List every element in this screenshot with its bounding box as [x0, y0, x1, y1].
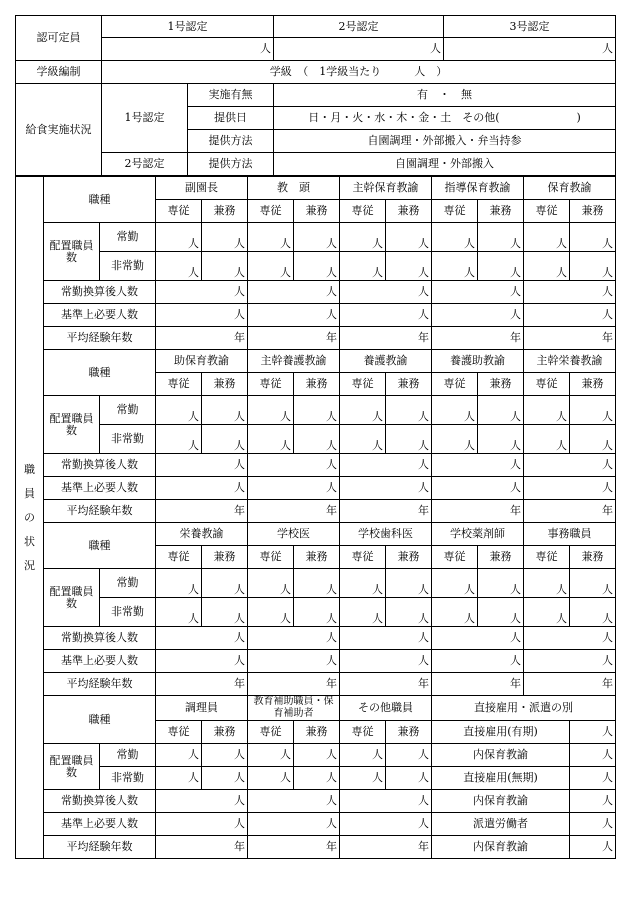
- fulltime-count[interactable]: 人: [202, 223, 248, 252]
- dedicated-header: 専従: [524, 546, 570, 569]
- parttime-count[interactable]: 人: [570, 425, 616, 454]
- parttime-count[interactable]: 人: [294, 425, 340, 454]
- section-label-char: 員: [24, 486, 35, 500]
- section-label-char: 職: [24, 462, 35, 476]
- experience-label: 平均経験年数: [44, 500, 156, 523]
- required-value[interactable]: 人: [156, 477, 248, 500]
- fte-value[interactable]: 人: [248, 627, 340, 650]
- employment-header: 直接雇用・派遣の別: [432, 696, 616, 721]
- experience-label: 平均経験年数: [44, 673, 156, 696]
- parttime-count[interactable]: 人: [202, 425, 248, 454]
- experience-label: 平均経験年数: [44, 836, 156, 859]
- dedicated-header: 専従: [432, 373, 478, 396]
- parttime-count[interactable]: 人: [340, 425, 386, 454]
- parttime-count[interactable]: 人: [386, 252, 432, 281]
- fte-value[interactable]: 人: [524, 454, 616, 477]
- fulltime-count[interactable]: 人: [478, 223, 524, 252]
- section-label-char: の: [24, 510, 35, 524]
- parttime-count[interactable]: 人: [202, 598, 248, 627]
- capacity-label: 認可定員: [16, 16, 102, 61]
- experience-value[interactable]: 年: [340, 500, 432, 523]
- fte-value[interactable]: 人: [156, 627, 248, 650]
- staff-table: [15, 176, 616, 859]
- fulltime-count[interactable]: 人: [340, 223, 386, 252]
- required-label: 基準上必要人数: [44, 477, 156, 500]
- fulltime-count[interactable]: 人: [248, 569, 294, 598]
- fte-value[interactable]: 人: [432, 281, 524, 304]
- role-header-row: [16, 523, 616, 546]
- class-row: [16, 61, 616, 84]
- fulltime-count[interactable]: 人: [156, 569, 202, 598]
- fte-row: [16, 281, 616, 304]
- fte-value[interactable]: 人: [340, 454, 432, 477]
- role-name: 教 頭: [248, 177, 340, 200]
- meal-held-value[interactable]: 有 ・ 無: [274, 84, 616, 107]
- parttime-count[interactable]: 人: [432, 425, 478, 454]
- parttime-label: 非常勤: [100, 598, 156, 627]
- role-name: 調理員: [156, 696, 248, 721]
- fulltime-count[interactable]: 人: [248, 744, 294, 767]
- capacity-col-1: 1号認定: [102, 16, 274, 38]
- capacity-value-2[interactable]: 人: [274, 38, 444, 61]
- fulltime-count[interactable]: 人: [202, 744, 248, 767]
- required-value[interactable]: 人: [248, 813, 340, 836]
- fulltime-label: 常勤: [100, 396, 156, 425]
- parttime-row: [16, 598, 616, 627]
- employment-type: 内保育教諭: [432, 744, 570, 767]
- required-value[interactable]: 人: [524, 650, 616, 673]
- parttime-count[interactable]: 人: [202, 252, 248, 281]
- required-value[interactable]: 人: [432, 477, 524, 500]
- fte-label: 常勤換算後人数: [44, 281, 156, 304]
- meal-row-4: [16, 153, 616, 176]
- employment-type: 派遣労働者: [432, 813, 570, 836]
- required-label: 基準上必要人数: [44, 650, 156, 673]
- required-value[interactable]: 人: [340, 650, 432, 673]
- fulltime-label: 常勤: [100, 569, 156, 598]
- required-value[interactable]: 人: [524, 477, 616, 500]
- required-value[interactable]: 人: [156, 813, 248, 836]
- capacity-col-3: 3号認定: [444, 16, 616, 38]
- experience-row: [16, 836, 616, 859]
- dedicated-header: 専従: [248, 721, 294, 744]
- fulltime-label: 常勤: [100, 223, 156, 252]
- parttime-label: 非常勤: [100, 425, 156, 454]
- meal-method-value-2[interactable]: 自園調理・外部搬入: [274, 153, 616, 176]
- dedicated-header: 専従: [340, 373, 386, 396]
- parttime-count[interactable]: 人: [248, 598, 294, 627]
- fulltime-count[interactable]: 人: [202, 396, 248, 425]
- role-name: 学校薬剤師: [432, 523, 524, 546]
- required-value[interactable]: 人: [156, 304, 248, 327]
- parttime-count[interactable]: 人: [386, 767, 432, 790]
- fulltime-count[interactable]: 人: [432, 396, 478, 425]
- meal-group-1: 1号認定: [102, 84, 188, 153]
- meal-days-value[interactable]: 日・月・火・水・木・金・土 その他( ): [274, 107, 616, 130]
- class-value[interactable]: 学級 （ 1学級当たり 人 ）: [102, 61, 616, 84]
- experience-value[interactable]: 年: [340, 836, 432, 859]
- fte-value[interactable]: 人: [248, 454, 340, 477]
- role-name: 主幹養護教諭: [248, 350, 340, 373]
- concurrent-header: 兼務: [202, 373, 248, 396]
- meal-held-label: 実施有無: [188, 84, 274, 107]
- parttime-count[interactable]: 人: [156, 252, 202, 281]
- required-value[interactable]: 人: [432, 650, 524, 673]
- parttime-count[interactable]: 人: [524, 598, 570, 627]
- parttime-count[interactable]: 人: [478, 598, 524, 627]
- dedicated-header: 専従: [156, 200, 202, 223]
- experience-value[interactable]: 年: [432, 673, 524, 696]
- experience-row: [16, 673, 616, 696]
- dedicated-header: 専従: [156, 721, 202, 744]
- concurrent-header: 兼務: [386, 546, 432, 569]
- class-label: 学級編制: [16, 61, 102, 84]
- experience-value[interactable]: 年: [524, 500, 616, 523]
- fte-label: 常勤換算後人数: [44, 790, 156, 813]
- dedicated-header: 専従: [524, 200, 570, 223]
- fulltime-count[interactable]: 人: [202, 569, 248, 598]
- experience-value[interactable]: 年: [524, 327, 616, 350]
- fulltime-count[interactable]: 人: [524, 223, 570, 252]
- concurrent-header: 兼務: [386, 721, 432, 744]
- experience-value[interactable]: 年: [248, 327, 340, 350]
- fulltime-count[interactable]: 人: [294, 569, 340, 598]
- employment-count[interactable]: 人: [570, 790, 616, 813]
- fulltime-count[interactable]: 人: [340, 744, 386, 767]
- fulltime-row: [16, 223, 616, 252]
- required-value[interactable]: 人: [432, 304, 524, 327]
- role-name: 教育補助職員・保育補助者: [248, 696, 340, 721]
- required-row: [16, 477, 616, 500]
- concurrent-header: 兼務: [202, 721, 248, 744]
- fte-label: 常勤換算後人数: [44, 454, 156, 477]
- parttime-count[interactable]: 人: [294, 252, 340, 281]
- dedicated-header: 専従: [248, 373, 294, 396]
- fulltime-count[interactable]: 人: [294, 396, 340, 425]
- experience-value[interactable]: 年: [340, 673, 432, 696]
- required-row: [16, 813, 616, 836]
- fte-value[interactable]: 人: [156, 454, 248, 477]
- fte-value[interactable]: 人: [432, 454, 524, 477]
- fte-value[interactable]: 人: [340, 281, 432, 304]
- fte-value[interactable]: 人: [248, 281, 340, 304]
- assigned-label: 配置職員数: [44, 223, 100, 281]
- role-label: 職種: [44, 696, 156, 744]
- role-name: 主幹栄養教諭: [524, 350, 616, 373]
- concurrent-header: 兼務: [294, 546, 340, 569]
- employment-type: 内保育教諭: [432, 790, 570, 813]
- parttime-count[interactable]: 人: [524, 425, 570, 454]
- concurrent-header: 兼務: [294, 200, 340, 223]
- concurrent-header: 兼務: [478, 200, 524, 223]
- fulltime-count[interactable]: 人: [478, 396, 524, 425]
- concurrent-header: 兼務: [202, 546, 248, 569]
- fulltime-row: [16, 569, 616, 598]
- experience-value[interactable]: 年: [524, 673, 616, 696]
- fulltime-count[interactable]: 人: [570, 569, 616, 598]
- experience-label: 平均経験年数: [44, 327, 156, 350]
- fulltime-count[interactable]: 人: [248, 223, 294, 252]
- meal-group-2: 2号認定: [102, 153, 188, 176]
- parttime-row: [16, 767, 616, 790]
- dedicated-header: 専従: [340, 721, 386, 744]
- meal-method-label-1: 提供方法: [188, 130, 274, 153]
- parttime-count[interactable]: 人: [386, 425, 432, 454]
- capacity-value-3[interactable]: 人: [444, 38, 616, 61]
- experience-value[interactable]: 年: [432, 500, 524, 523]
- fte-label: 常勤換算後人数: [44, 627, 156, 650]
- experience-value[interactable]: 年: [248, 500, 340, 523]
- role-name: 主幹保育教諭: [340, 177, 432, 200]
- concurrent-header: 兼務: [570, 200, 616, 223]
- fte-value[interactable]: 人: [248, 790, 340, 813]
- concurrent-header: 兼務: [294, 373, 340, 396]
- experience-value[interactable]: 年: [156, 836, 248, 859]
- dedicated-header: 専従: [524, 373, 570, 396]
- parttime-count[interactable]: 人: [340, 598, 386, 627]
- meal-row-1: [16, 84, 616, 107]
- fte-value[interactable]: 人: [156, 281, 248, 304]
- fulltime-count[interactable]: 人: [386, 396, 432, 425]
- meal-method-value-1[interactable]: 自園調理・外部搬入・弁当持参: [274, 130, 616, 153]
- concurrent-header: 兼務: [570, 546, 616, 569]
- experience-value[interactable]: 年: [248, 836, 340, 859]
- required-value[interactable]: 人: [248, 477, 340, 500]
- fulltime-count[interactable]: 人: [570, 396, 616, 425]
- section-label-char: 状: [24, 534, 35, 548]
- experience-value[interactable]: 年: [156, 500, 248, 523]
- role-name: 学校医: [248, 523, 340, 546]
- concurrent-header: 兼務: [570, 373, 616, 396]
- required-row: [16, 304, 616, 327]
- experience-value[interactable]: 年: [156, 327, 248, 350]
- role-name: 保育教諭: [524, 177, 616, 200]
- dedicated-header: 専従: [432, 200, 478, 223]
- required-value[interactable]: 人: [248, 650, 340, 673]
- role-name: 養護助教諭: [432, 350, 524, 373]
- fte-value[interactable]: 人: [524, 281, 616, 304]
- parttime-count[interactable]: 人: [386, 598, 432, 627]
- parttime-count[interactable]: 人: [570, 252, 616, 281]
- role-name: 助保育教諭: [156, 350, 248, 373]
- fulltime-count[interactable]: 人: [156, 396, 202, 425]
- fte-value[interactable]: 人: [524, 627, 616, 650]
- parttime-count[interactable]: 人: [294, 598, 340, 627]
- role-header-row: [16, 696, 616, 721]
- fte-value[interactable]: 人: [432, 627, 524, 650]
- fte-value[interactable]: 人: [340, 627, 432, 650]
- parttime-count[interactable]: 人: [432, 598, 478, 627]
- capacity-row: [16, 16, 616, 38]
- fulltime-count[interactable]: 人: [432, 569, 478, 598]
- concurrent-header: 兼務: [386, 200, 432, 223]
- fulltime-row: [16, 396, 616, 425]
- capacity-value-row: [16, 38, 616, 61]
- role-header-row: [16, 177, 616, 200]
- fte-value[interactable]: 人: [340, 790, 432, 813]
- fulltime-count[interactable]: 人: [478, 569, 524, 598]
- assigned-label: 配置職員数: [44, 569, 100, 627]
- dedicated-header: 専従: [340, 546, 386, 569]
- employment-count[interactable]: 人: [570, 767, 616, 790]
- parttime-count[interactable]: 人: [478, 425, 524, 454]
- assigned-label: 配置職員数: [44, 396, 100, 454]
- section-label-char: 況: [24, 558, 35, 572]
- employment-count[interactable]: 人: [570, 721, 616, 744]
- fulltime-count[interactable]: 人: [156, 223, 202, 252]
- dedicated-header: 専従: [432, 546, 478, 569]
- role-label: 職種: [44, 177, 156, 223]
- role-label: 職種: [44, 350, 156, 396]
- fulltime-count[interactable]: 人: [386, 569, 432, 598]
- parttime-count[interactable]: 人: [156, 767, 202, 790]
- concurrent-header: 兼務: [478, 373, 524, 396]
- fulltime-count[interactable]: 人: [570, 223, 616, 252]
- fte-row: [16, 454, 616, 477]
- role-name: 指導保育教諭: [432, 177, 524, 200]
- assigned-label: 配置職員数: [44, 744, 100, 790]
- capacity-col-2: 2号認定: [274, 16, 444, 38]
- meal-method-label-2: 提供方法: [188, 153, 274, 176]
- fte-row: [16, 790, 616, 813]
- required-value[interactable]: 人: [156, 650, 248, 673]
- role-name: その他職員: [340, 696, 432, 721]
- dedicated-header: 専従: [156, 546, 202, 569]
- employment-type: 直接雇用(有期): [432, 721, 570, 744]
- parttime-count[interactable]: 人: [248, 767, 294, 790]
- role-header-row: [16, 350, 616, 373]
- experience-value[interactable]: 年: [156, 673, 248, 696]
- experience-value[interactable]: 年: [432, 327, 524, 350]
- parttime-count[interactable]: 人: [156, 598, 202, 627]
- parttime-count[interactable]: 人: [432, 252, 478, 281]
- parttime-count[interactable]: 人: [294, 767, 340, 790]
- role-name: 副園長: [156, 177, 248, 200]
- concurrent-header: 兼務: [478, 546, 524, 569]
- experience-value[interactable]: 年: [248, 673, 340, 696]
- document-page: [15, 15, 615, 859]
- parttime-label: 非常勤: [100, 252, 156, 281]
- parttime-count[interactable]: 人: [570, 598, 616, 627]
- concurrent-header: 兼務: [386, 373, 432, 396]
- required-row: [16, 650, 616, 673]
- fulltime-count[interactable]: 人: [294, 744, 340, 767]
- staff-body: [16, 177, 616, 859]
- parttime-count[interactable]: 人: [524, 252, 570, 281]
- parttime-count[interactable]: 人: [202, 767, 248, 790]
- parttime-count[interactable]: 人: [340, 252, 386, 281]
- required-label: 基準上必要人数: [44, 304, 156, 327]
- fulltime-count[interactable]: 人: [524, 396, 570, 425]
- fte-row: [16, 627, 616, 650]
- concurrent-header: 兼務: [202, 200, 248, 223]
- parttime-row: [16, 252, 616, 281]
- required-value[interactable]: 人: [248, 304, 340, 327]
- required-value[interactable]: 人: [340, 304, 432, 327]
- header-table: [15, 15, 616, 176]
- experience-value[interactable]: 年: [340, 327, 432, 350]
- required-value[interactable]: 人: [340, 477, 432, 500]
- dedicated-header: 専従: [340, 200, 386, 223]
- parttime-count[interactable]: 人: [248, 252, 294, 281]
- experience-row: [16, 500, 616, 523]
- role-label: 職種: [44, 523, 156, 569]
- dedicated-header: 専従: [156, 373, 202, 396]
- fulltime-count[interactable]: 人: [248, 396, 294, 425]
- employment-type: 直接雇用(無期): [432, 767, 570, 790]
- role-name: 学校歯科医: [340, 523, 432, 546]
- parttime-label: 非常勤: [100, 767, 156, 790]
- fulltime-count[interactable]: 人: [340, 569, 386, 598]
- meal-days-label: 提供日: [188, 107, 274, 130]
- employment-count[interactable]: 人: [570, 744, 616, 767]
- role-name: 栄養教諭: [156, 523, 248, 546]
- staff-section-label: [16, 177, 44, 859]
- role-name: 養護教諭: [340, 350, 432, 373]
- parttime-count[interactable]: 人: [156, 425, 202, 454]
- parttime-count[interactable]: 人: [248, 425, 294, 454]
- fulltime-count[interactable]: 人: [386, 744, 432, 767]
- fulltime-count[interactable]: 人: [524, 569, 570, 598]
- parttime-count[interactable]: 人: [340, 767, 386, 790]
- fulltime-count[interactable]: 人: [432, 223, 478, 252]
- required-value[interactable]: 人: [524, 304, 616, 327]
- parttime-count[interactable]: 人: [478, 252, 524, 281]
- fulltime-count[interactable]: 人: [156, 744, 202, 767]
- fulltime-count[interactable]: 人: [294, 223, 340, 252]
- role-name: 事務職員: [524, 523, 616, 546]
- parttime-row: [16, 425, 616, 454]
- employment-type: 内保育教諭: [432, 836, 570, 859]
- fte-value[interactable]: 人: [156, 790, 248, 813]
- dedicated-header: 専従: [248, 546, 294, 569]
- capacity-value-1[interactable]: 人: [102, 38, 274, 61]
- employment-count[interactable]: 人: [570, 813, 616, 836]
- concurrent-header: 兼務: [294, 721, 340, 744]
- fulltime-count[interactable]: 人: [386, 223, 432, 252]
- required-value[interactable]: 人: [340, 813, 432, 836]
- fulltime-count[interactable]: 人: [340, 396, 386, 425]
- fulltime-label: 常勤: [100, 744, 156, 767]
- meal-label: 給食実施状況: [16, 84, 102, 176]
- required-label: 基準上必要人数: [44, 813, 156, 836]
- dedicated-header: 専従: [248, 200, 294, 223]
- experience-row: [16, 327, 616, 350]
- fulltime-row: [16, 744, 616, 767]
- employment-count[interactable]: 人: [570, 836, 616, 859]
